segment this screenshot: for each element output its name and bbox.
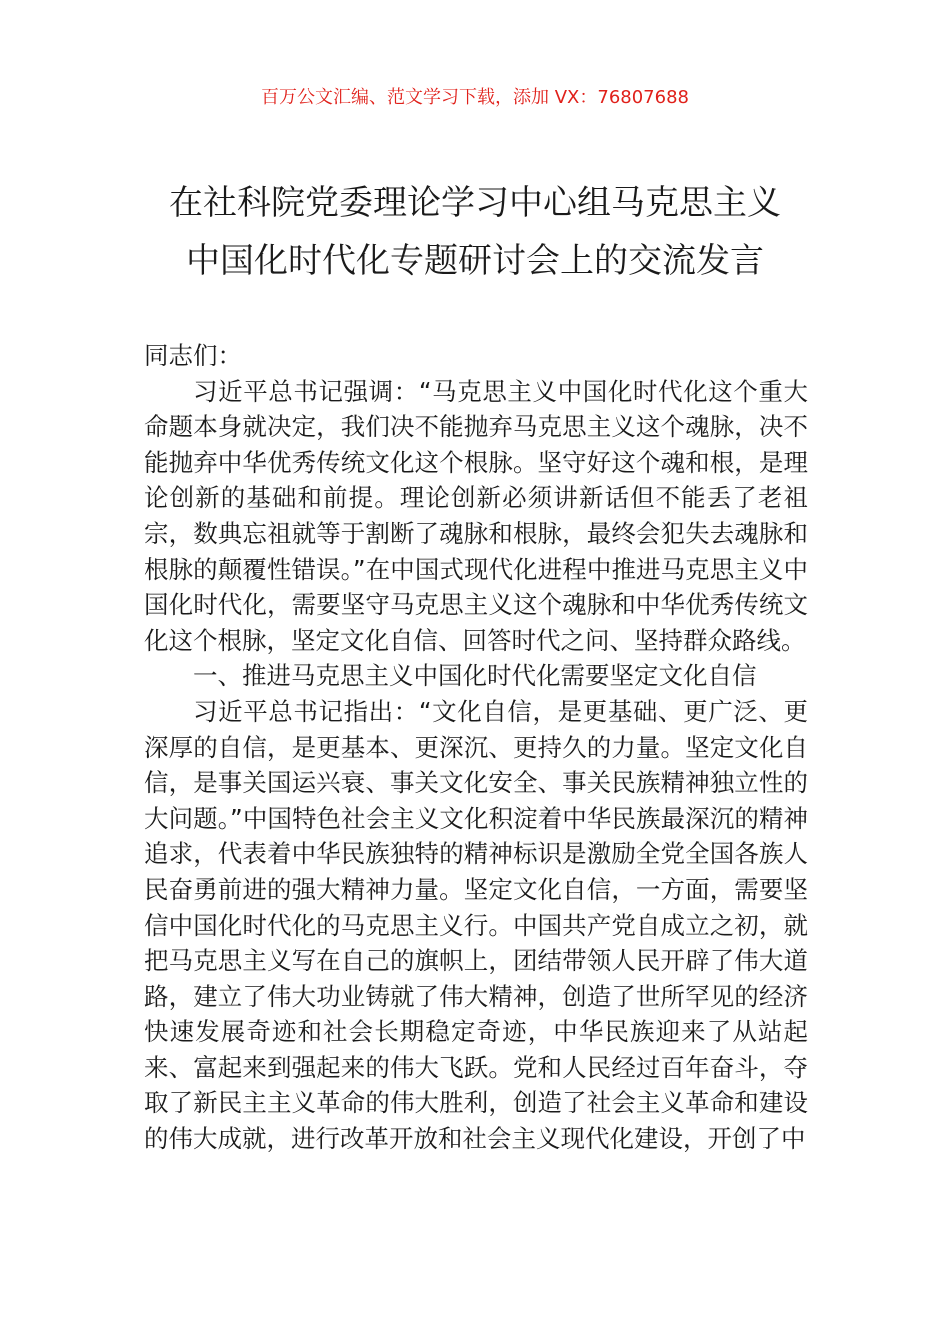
section-heading-1: 一、推进马克思主义中国化时代化需要坚定文化自信 [193, 661, 757, 691]
paragraph-1: 习近平总书记强调：“马克思主义中国化时代化这个重大命题本身就决定，我们决不能抛弃马克思主义这个魂脉，决不能抛弃中华优秀传统文化这个根脉。坚守好这个魂和根，是理论创新的基础和前提。理论创新必须讲新话但不能丢了老祖宗，数典忘祖就等于割断了魂脉和根脉，最终会犯失去魂脉和根脉的颠覆性错误。”在中国式现代化进程中推进马克思主义中国化时代化，需要坚守马克思主义这个魂脉和中华优秀传统文化这个根脉，坚定文化自信、回答时代之问、坚持群众路线。 [144, 376, 808, 655]
paragraph-2: 习近平总书记指出：“文化自信，是更基础、更广泛、更深厚的自信，是更基本、更深沉、更持久的力量。坚定文化自信，是事关国运兴衰、事关文化安全、事关民族精神独立性的大问题。”中国特色社会主义文化积淀着中华民族最深沉的精神追求，代表着中华民族独特的精神标识是激励全党全国各族人民奋勇前进的强大精神力量。坚定文化自信，一方面，需要坚信中国化时代化的马克思主义行。中国共产党自成立之初，就把马克思主义写在自己的旗帜上，团结带领人民开辟了伟大道路，建立了伟大功业铸就了伟大精神，创造了世所罕见的经济快速发展奇迹和社会长期稳定奇迹，中华民族迎来了从站起来、富起来到强起来的伟大飞跃。党和人民经过百年奋斗，夺取了新民主主义革命的伟大胜利，创造了社会主义革命和建设的伟大成就，进行改革开放和社会主义现代化建设，开创了中 [144, 696, 808, 1154]
document-title [0, 174, 950, 290]
title-line-1: 在社科院党委理论学习中心组马克思主义 [169, 183, 781, 223]
salutation: 同志们： [144, 341, 242, 370]
header-note: 百万公文汇编、范文学习下载，添加 VX：76807688 [261, 87, 689, 108]
document-body [144, 338, 808, 1157]
title-line-2: 中国化时代化专题研讨会上的交流发言 [186, 241, 764, 281]
